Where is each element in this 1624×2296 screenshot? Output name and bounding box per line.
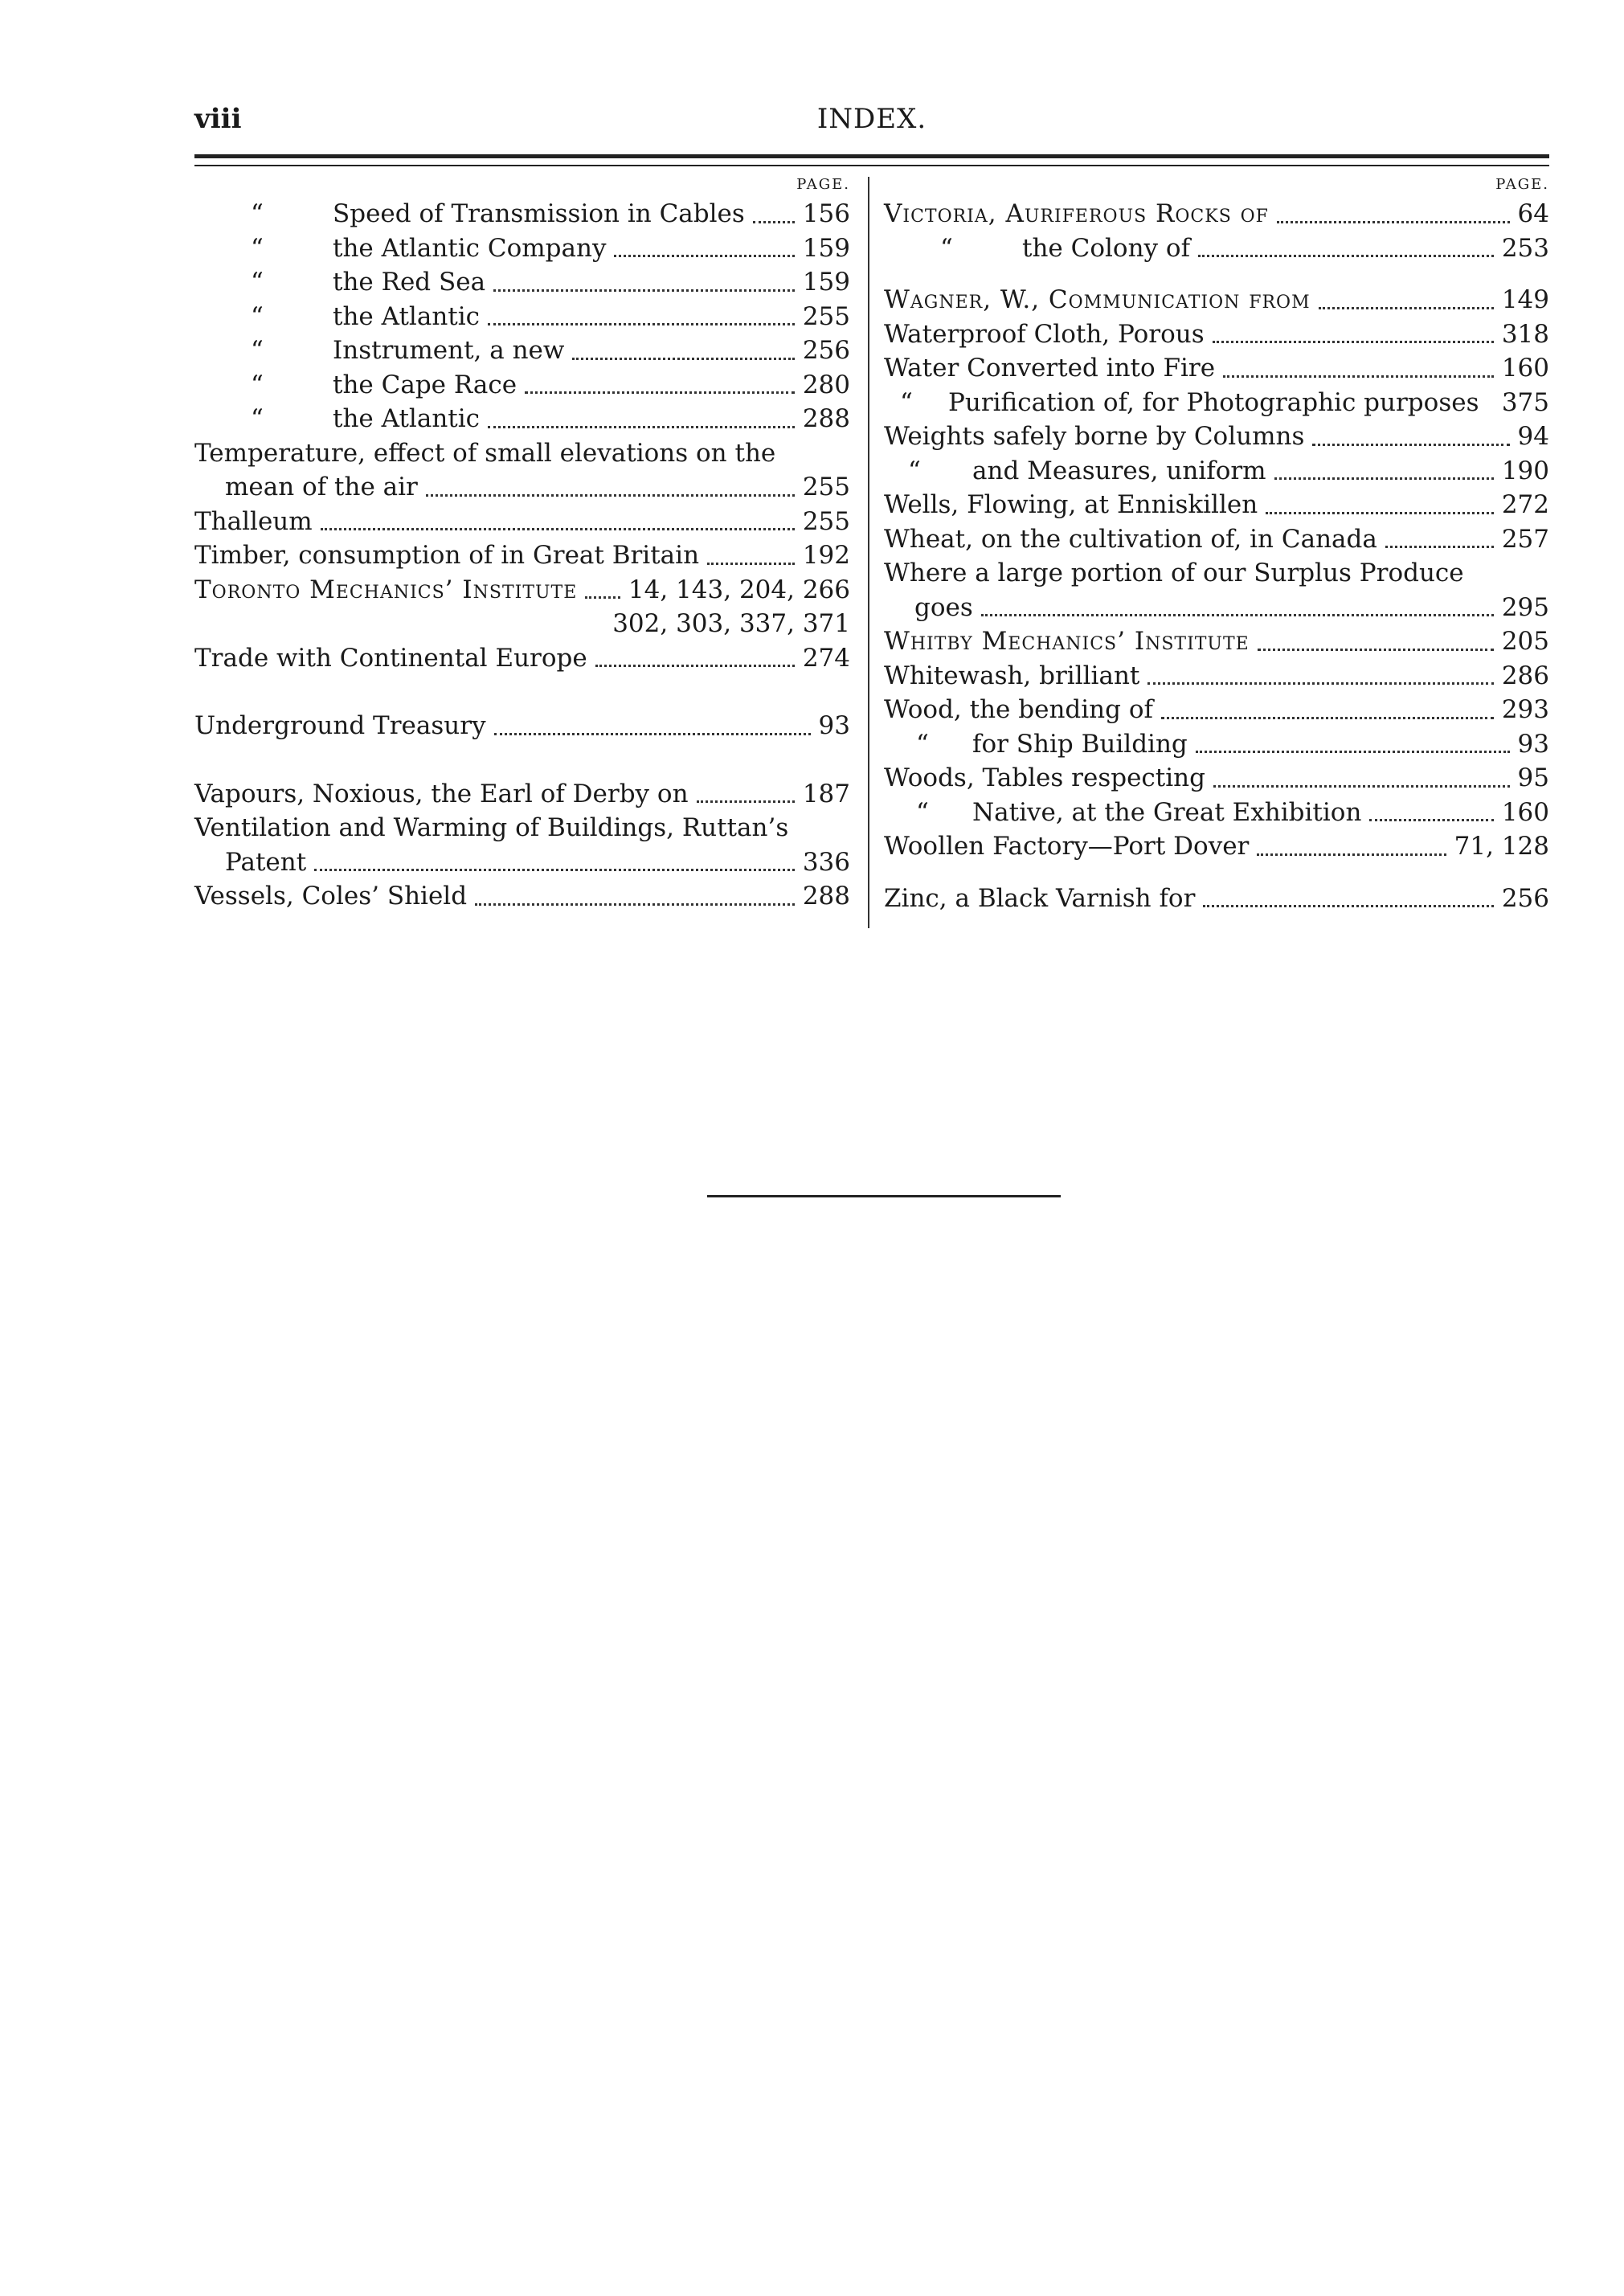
index-entry: Wheat, on the cultivation of, in Canada 257 — [884, 522, 1549, 557]
page-ref: 160 — [1501, 354, 1549, 383]
index-entry: Trade with Continental Europe 274 — [194, 641, 850, 676]
page-ref: 156 — [802, 199, 850, 228]
running-head-title: INDEX. — [816, 103, 927, 135]
page-ref: 71, 128 — [1454, 832, 1549, 861]
page-number: viii — [194, 103, 242, 135]
index-entry: “ Purification of, for Photographic purposes 375 — [884, 386, 1549, 420]
page-ref: 302, 303, 337, 371 — [612, 609, 850, 638]
dot-leader — [1369, 819, 1493, 821]
dot-leader — [493, 289, 795, 292]
dot-leader — [1312, 444, 1509, 446]
page-ref: 375 — [1501, 387, 1549, 417]
page-ref: 288 — [802, 404, 850, 433]
page-ref: 336 — [802, 847, 850, 877]
dot-leader — [1258, 649, 1494, 651]
page-ref: 255 — [802, 506, 850, 536]
dot-leader — [1223, 375, 1494, 378]
page-ref: 256 — [1501, 883, 1549, 913]
page-column-label: PAGE. — [1495, 176, 1549, 193]
dot-leader — [697, 800, 795, 803]
index-entry: “ the Atlantic Company 159 — [194, 231, 850, 266]
index-entry: Where a large portion of our Surplus Produce — [884, 559, 1464, 587]
dot-leader — [595, 665, 795, 667]
page-ref: 159 — [802, 268, 850, 297]
index-entry: Ventilation and Warming of Buildings, Ruttan’s — [194, 813, 789, 842]
index-entry: “ the Atlantic 288 — [194, 402, 850, 436]
dot-leader — [314, 869, 795, 871]
page-ref: 160 — [1501, 797, 1549, 827]
page-ref: 93 — [1517, 729, 1549, 759]
dot-leader — [1257, 853, 1446, 856]
page-ref: 318 — [1501, 319, 1549, 349]
index-entry-continuation: Patent 336 — [194, 845, 850, 880]
index-entry: Waterproof Cloth, Porous 318 — [884, 317, 1549, 352]
dot-leader — [1319, 307, 1494, 309]
page-ref: 253 — [1501, 233, 1549, 263]
column-divider — [868, 177, 869, 928]
dot-leader — [1196, 751, 1510, 753]
page-ref: 190 — [1501, 456, 1549, 485]
dot-leader — [1213, 785, 1510, 788]
page-ref: 255 — [802, 473, 850, 501]
dot-leader — [981, 614, 1494, 616]
dot-leader — [1266, 512, 1494, 514]
dot-leader — [614, 255, 794, 257]
page-ref: 192 — [802, 541, 850, 570]
dot-leader — [321, 528, 795, 530]
page-ref: 14, 143, 204, 266 — [628, 575, 850, 604]
dot-leader — [1385, 546, 1494, 548]
header-rule — [194, 154, 1549, 158]
dot-leader — [572, 358, 794, 360]
dot-leader — [525, 391, 795, 394]
page-column-label: PAGE. — [796, 176, 850, 193]
dot-leader — [488, 323, 795, 325]
index-entry: Thalleum 255 — [194, 505, 850, 539]
index-entry: Woollen Factory—Port Dover 71, 128 — [884, 829, 1549, 864]
index-entry: Victoria, Auriferous Rocks of 64 — [884, 197, 1549, 231]
dot-leader — [1147, 682, 1493, 685]
index-entry: “ the Cape Race 280 — [194, 368, 850, 403]
index-entry: Vessels, Coles’ Shield 288 — [194, 879, 850, 914]
index-entry: Weights safely borne by Columns 94 — [884, 420, 1549, 454]
dot-leader — [426, 494, 795, 497]
header-rule-thin — [194, 165, 1549, 166]
index-column-left — [194, 173, 850, 914]
dot-leader — [1203, 905, 1493, 907]
dot-leader — [753, 221, 795, 223]
page-ref: 288 — [802, 882, 850, 911]
index-entry: Wood, the bending of 293 — [884, 693, 1549, 727]
index-entry: “ Native, at the Great Exhibition 160 — [884, 796, 1549, 830]
closing-rule — [707, 1195, 1061, 1197]
page-ref: 149 — [1501, 285, 1549, 314]
page-ref: 274 — [802, 643, 850, 673]
dot-leader — [1213, 341, 1494, 343]
index-entry: “ Instrument, a new 256 — [194, 334, 850, 368]
dot-leader — [475, 903, 795, 906]
index-entry: “ Speed of Transmission in Cables 156 — [194, 197, 850, 231]
page-ref: 159 — [802, 233, 850, 263]
page-ref: 205 — [1501, 627, 1549, 656]
dot-leader — [1277, 221, 1510, 223]
index-entry: Zinc, a Black Varnish for 256 — [884, 882, 1549, 916]
page-ref: 257 — [1501, 524, 1549, 554]
dot-leader — [1161, 717, 1494, 719]
index-entry-continuation: mean of the air 255 — [194, 470, 850, 505]
index-entry: Underground Treasury 93 — [194, 709, 850, 743]
index-entry-continuation: goes 295 — [884, 591, 1549, 625]
dot-leader — [1274, 477, 1494, 480]
page-ref: 293 — [1501, 695, 1549, 724]
dot-leader — [1198, 255, 1494, 257]
index-entry: Wagner, W., Communication from 149 — [884, 283, 1549, 317]
index-entry: Toronto Mechanics’ Institute 14, 143, 204, 266 — [194, 573, 850, 608]
index-entry: “ and Measures, uniform 190 — [884, 454, 1549, 489]
index-entry: Wells, Flowing, at Enniskillen 272 — [884, 488, 1549, 522]
dot-leader — [707, 563, 795, 565]
index-entry: Vapours, Noxious, the Earl of Derby on 187 — [194, 777, 850, 812]
index-entry-continuation — [194, 607, 850, 641]
index-entry: Woods, Tables respecting 95 — [884, 761, 1549, 796]
page-ref: 64 — [1517, 199, 1549, 228]
index-entry: Whitewash, brilliant 286 — [884, 659, 1549, 694]
index-entry: “ the Colony of 253 — [884, 231, 1549, 266]
dot-leader — [488, 426, 795, 428]
page-ref: 95 — [1517, 763, 1549, 792]
index-entry: Whitby Mechanics’ Institute 205 — [884, 624, 1549, 659]
page-ref: 295 — [1501, 592, 1549, 622]
index-entry: “ for Ship Building 93 — [884, 727, 1549, 762]
page-ref: 256 — [802, 336, 850, 365]
page-header — [194, 103, 1549, 143]
dot-leader — [585, 596, 620, 599]
page-ref: 286 — [1501, 661, 1549, 690]
page-ref: 94 — [1517, 422, 1549, 451]
index-entry: “ the Red Sea 159 — [194, 265, 850, 300]
page-ref: 280 — [802, 370, 850, 399]
index-entry: “ the Atlantic 255 — [194, 300, 850, 334]
index-entry: Water Converted into Fire 160 — [884, 351, 1549, 386]
page-ref: 255 — [802, 301, 850, 331]
page-ref: 272 — [1501, 490, 1549, 519]
index-column-right — [884, 173, 1549, 915]
dot-leader — [494, 733, 811, 735]
index-entry: Temperature, effect of small elevations on the — [194, 438, 776, 468]
page-ref: 93 — [818, 711, 850, 740]
page-ref: 187 — [802, 779, 850, 808]
index-entry: Timber, consumption of in Great Britain 192 — [194, 538, 850, 573]
